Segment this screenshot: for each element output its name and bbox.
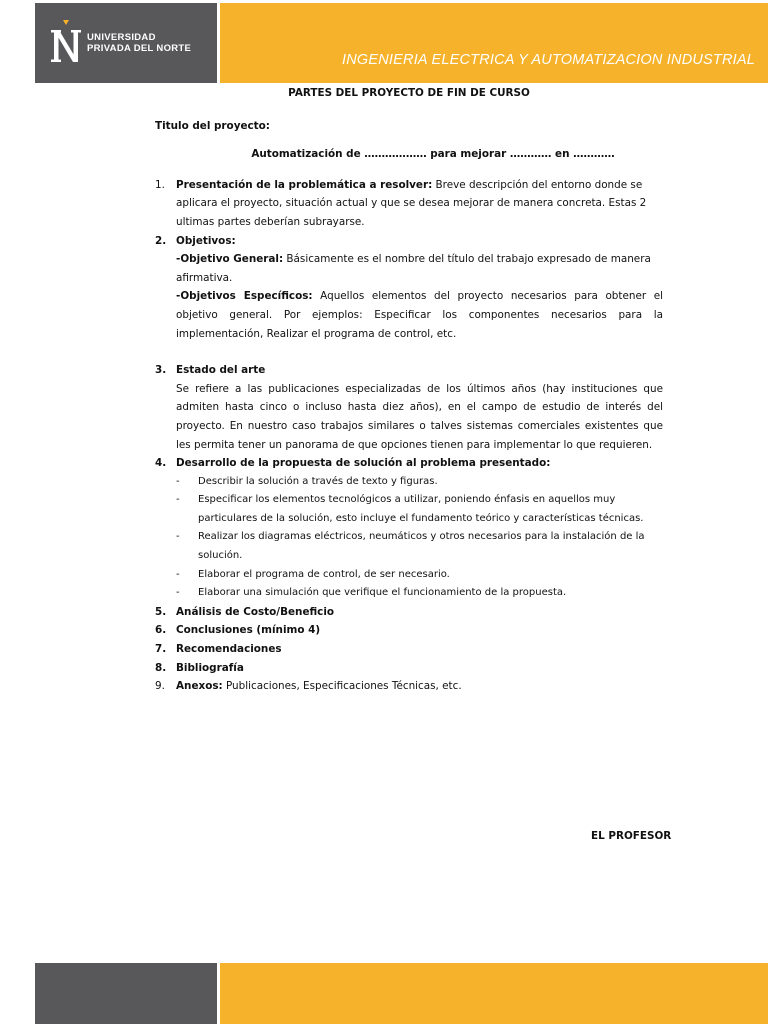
section-number: 6. [155,624,167,637]
development-list [176,473,663,603]
list-item [176,528,663,565]
section-label: Bibliografía [176,661,244,674]
university-logo [35,3,217,83]
section-number: 9. [155,680,165,693]
section-number: 3. [155,364,167,377]
section-label: Conclusiones (mínimo 4) [176,624,321,637]
list-item-text: Especificar los elementos tecnológicos a utilizar, poniendo énfasis en aquellos muy particulares de la solución, esto incluye el fundamento teórico y características técnicas. [198,494,644,524]
section-number: 4. [155,457,167,470]
section-text: Breve descripción del entorno donde se aplicara el proyecto, situación actual y que se desea mejorar de manera concreta. Estas 2 ultimas partes deberían subrayarse. [176,178,647,228]
project-title-template: Automatización de ……………… para mejorar ………… en ………… [251,148,615,161]
spacer [176,343,663,361]
list-item [176,473,663,492]
section-label: Objetivos: [176,234,236,247]
section-development [155,454,663,603]
section-number: 8. [155,661,167,674]
document-body [155,84,663,696]
section-conclusions [155,621,663,640]
section-objectives [155,232,663,362]
footer-orange-block [220,963,768,1024]
specific-objectives-label: -Objetivos Específicos: [176,290,313,303]
general-objective [176,250,663,287]
page-header [35,3,768,83]
specific-objectives [176,287,663,343]
bullet-dash: - [176,494,180,506]
section-state-of-art [155,361,663,454]
list-item [176,566,663,585]
general-objective-label: -Objetivo General: [176,253,284,266]
section-label: Presentación de la problemática a resolver: [176,178,433,191]
section-recommendations [155,640,663,659]
bullet-dash: - [176,568,180,580]
sections-list [155,176,663,696]
upn-n-icon [51,20,81,66]
specific-objectives-text: Aquellos elementos del proyecto necesarios para obtener el objetivo general. Por ejemplos: Especificar los componentes necesarios para la implementación, Realizar el programa de control, etc. [176,290,663,340]
list-item-text: Elaborar una simulación que verifique el funcionamiento de la propuesta. [198,587,567,599]
signature: EL PROFESOR [591,830,672,842]
section-label: Desarrollo de la propuesta de solución al problema presentado: [176,457,551,470]
section-text: Se refiere a las publicaciones especializadas de los últimos años (hay instituciones que admiten hasta cinco o incluso hasta diez años), en el campo de estudio de interés del proyecto. En nuestro caso trabajos similares o talves sistemas comerciales existentes que les permita tener un panorama de que opciones tienen para implementar lo que requieren. [176,382,663,451]
footer-gray-block [35,963,217,1024]
bullet-dash: - [176,587,180,599]
bullet-dash: - [176,531,180,543]
section-bibliography [155,659,663,678]
section-label: Anexos: [176,680,223,693]
university-name [87,32,191,54]
section-number: 2. [155,234,167,247]
section-text: Publicaciones, Especificaciones Técnicas, etc. [222,680,462,693]
list-item [176,491,663,528]
section-cost-benefit [155,603,663,622]
list-item-text: Elaborar el programa de control, de ser necesario. [198,568,450,580]
section-label: Recomendaciones [176,643,282,656]
general-objective-text: Básicamente es el nombre del título del trabajo expresado de manera afirmativa. [176,253,651,284]
document-title: PARTES DEL PROYECTO DE FIN DE CURSO [288,87,530,99]
university-name-line2: PRIVADA DEL NORTE [87,43,192,54]
section-annexes [155,677,663,696]
section-label: Estado del arte [176,364,266,377]
section-number: 7. [155,643,167,656]
section-number: 1. [155,178,165,191]
list-item-text: Describir la solución a través de texto y figuras. [198,475,438,487]
list-item-text: Realizar los diagramas eléctricos, neumáticos y otros necesarios para la instalación de la solución. [198,531,645,562]
bullet-dash: - [176,475,180,487]
university-name-line1: UNIVERSIDAD [87,32,156,43]
section-number: 5. [155,605,167,618]
header-banner [220,3,768,83]
project-title-label: Titulo del proyecto: [155,119,270,132]
page-footer [35,963,768,1024]
career-title: INGENIERIA ELECTRICA Y AUTOMATIZACION INDUSTRIAL [342,52,755,68]
section-problem [155,176,663,232]
list-item [176,584,663,603]
section-label: Análisis de Costo/Beneficio [176,605,335,618]
